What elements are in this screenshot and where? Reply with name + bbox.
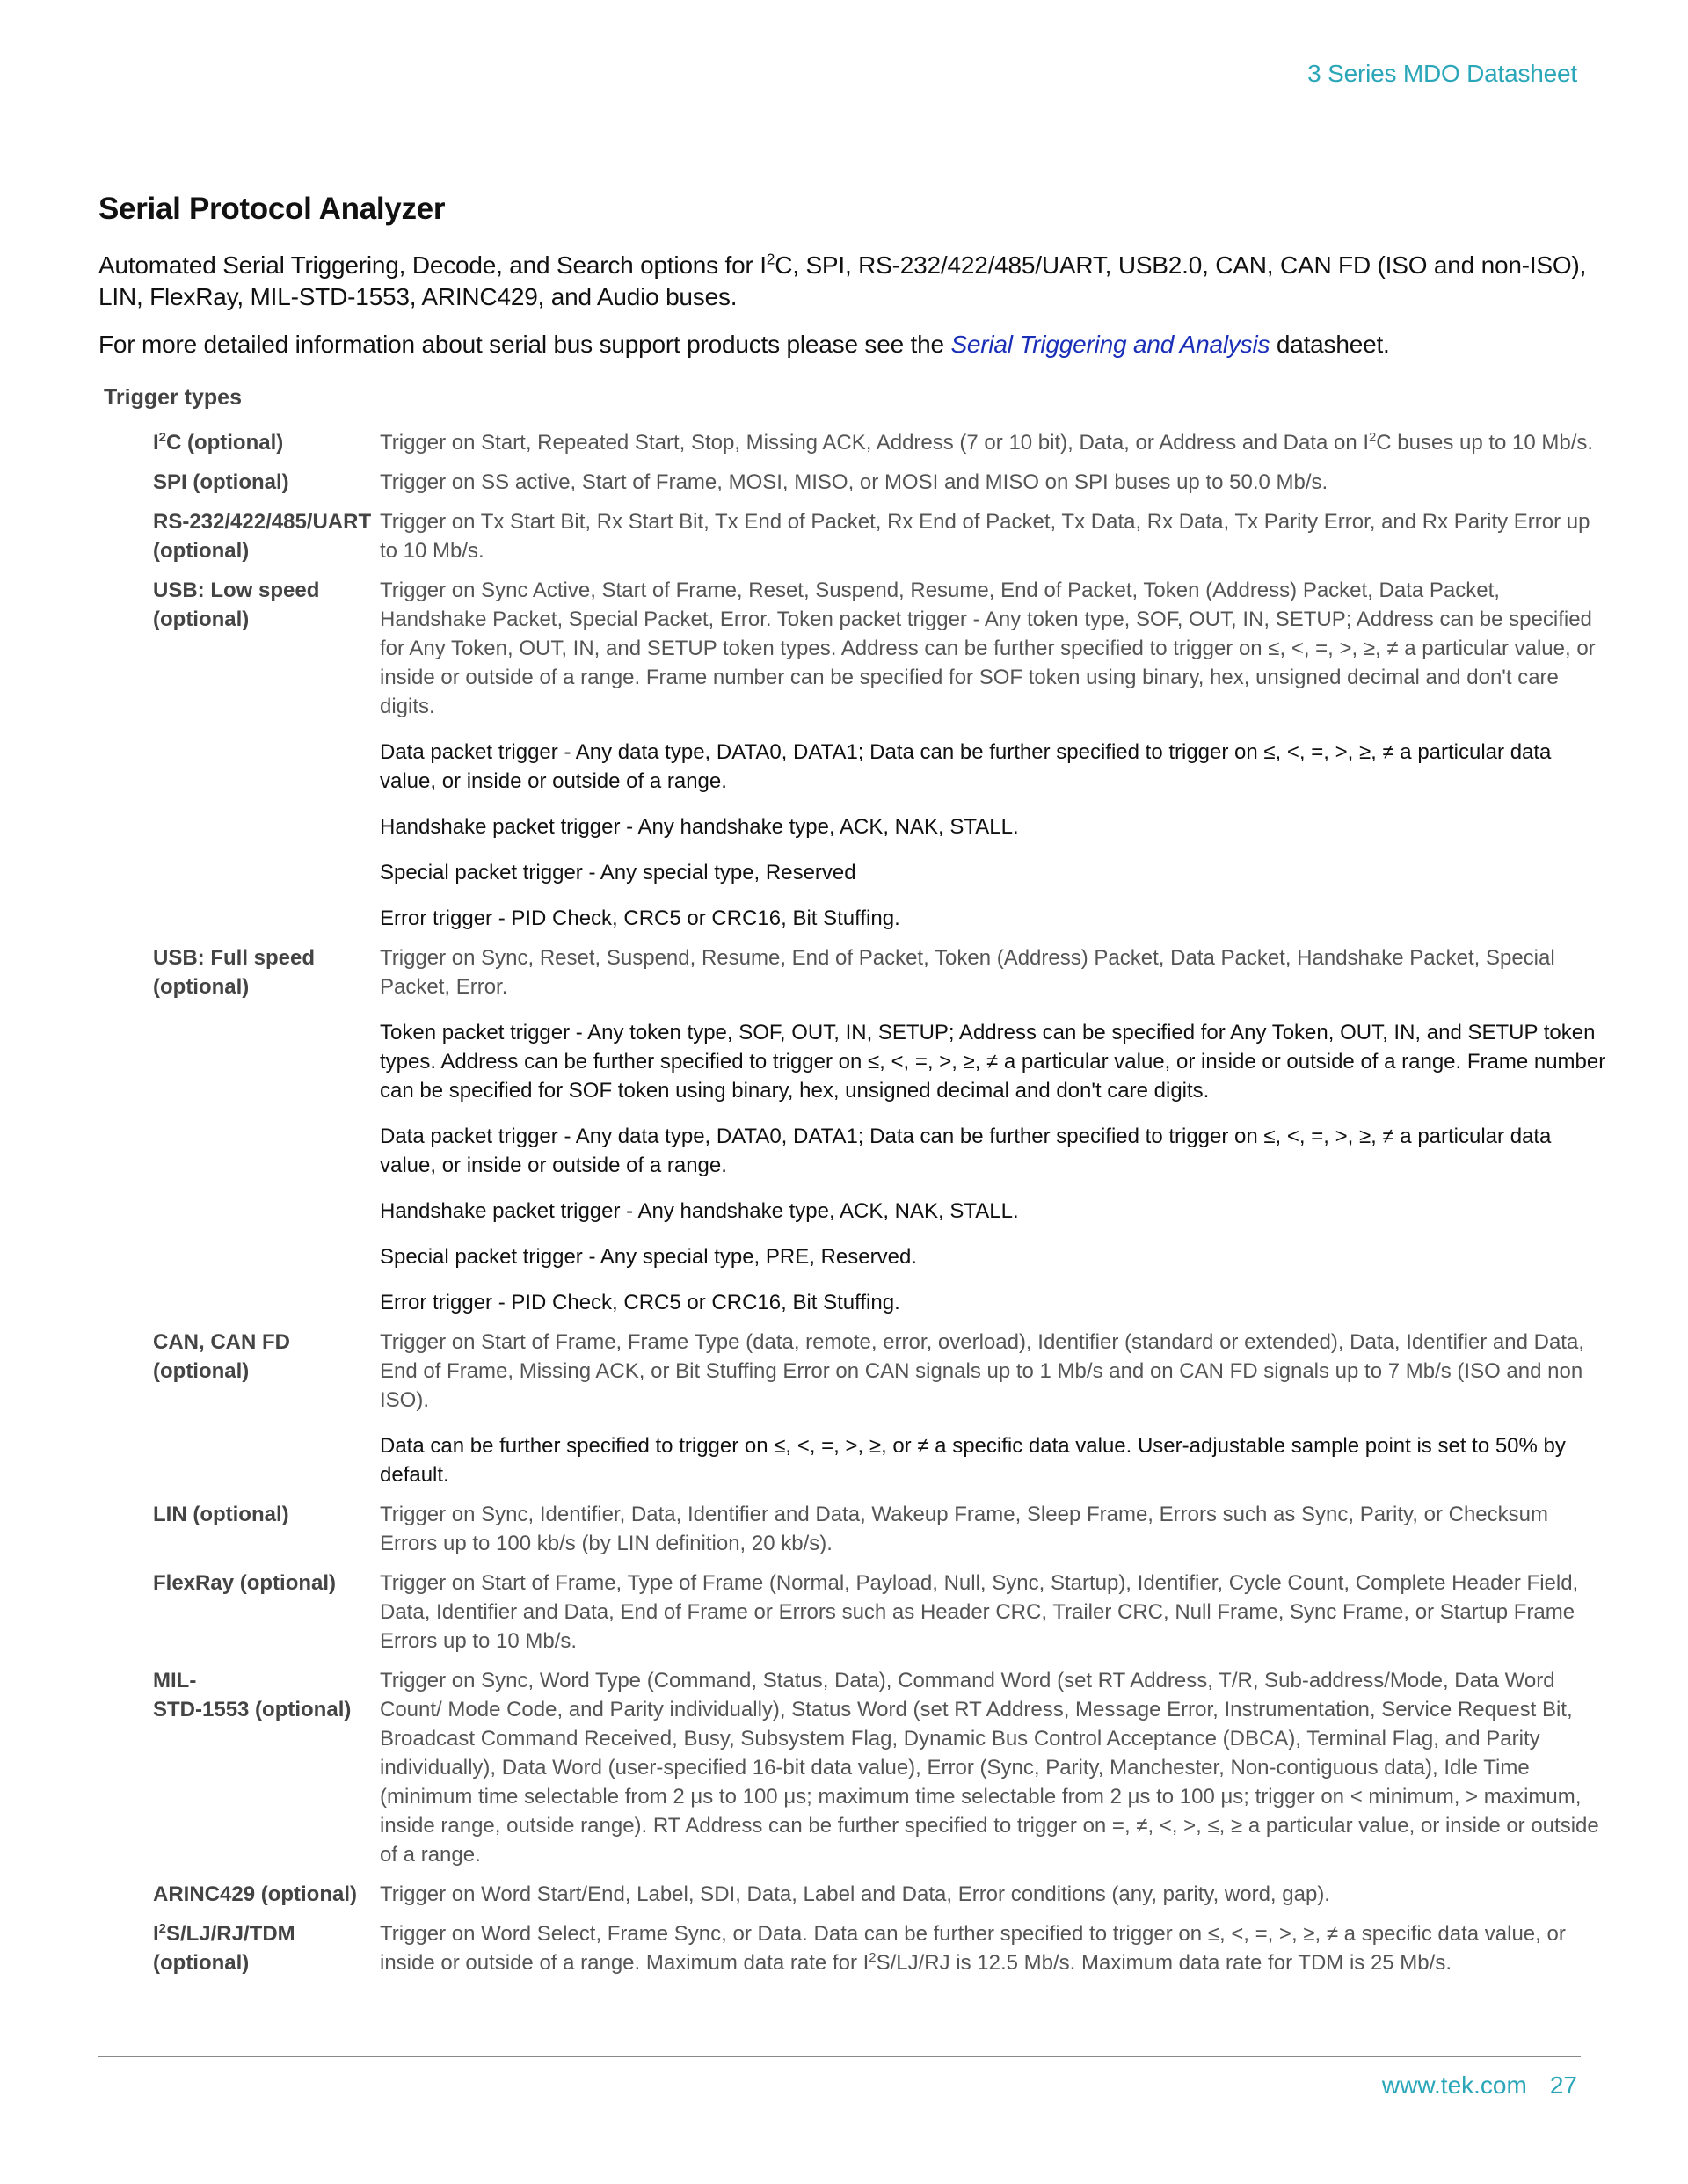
text-part: Trigger on Word Select, Frame Sync, or Data. Data can be further specified to trigger on ≤, <, =, >, ≥, ≠ a specific data value, or inside or outside of a range. Maximum data rate for I: [380, 1922, 1566, 1975]
description-paragraph: Error trigger - PID Check, CRC5 or CRC16, Bit Stuffing.: [380, 1291, 900, 1314]
trigger-row-i2s: [153, 1919, 1611, 1977]
description-paragraph: Trigger on SS active, Start of Frame, MOSI, MISO, or MOSI and MISO on SPI buses up to 50.0 Mb/s.: [380, 470, 1328, 494]
description-paragraph: Handshake packet trigger - Any handshake type, ACK, NAK, STALL.: [380, 1199, 1019, 1223]
description-paragraph: Handshake packet trigger - Any handshake type, ACK, NAK, STALL.: [380, 815, 1019, 839]
label-line: (optional): [153, 608, 250, 631]
trigger-types-heading: Trigger types: [104, 385, 242, 410]
trigger-description: [380, 428, 1611, 457]
trigger-label: [153, 576, 380, 634]
description-paragraph: Token packet trigger - Any token type, SOF, OUT, IN, SETUP; Address can be specified for Any Token, OUT, IN, and SETUP token types. Address can be further specified to trigger on ≤, <, =, >, ≥, ≠ a particular value, or inside or outside of a range. Frame number can be specified for SOF token using binary, hex, unsigned decimal and don't care digits.: [380, 1021, 1606, 1103]
label-line: STD-1553 (optional): [153, 1698, 352, 1722]
trigger-label: [153, 1666, 380, 1724]
description-paragraph: Error trigger - PID Check, CRC5 or CRC16, Bit Stuffing.: [380, 906, 900, 930]
trigger-row-can: [153, 1328, 1611, 1489]
trigger-row-arinc429: [153, 1880, 1611, 1909]
trigger-label: [153, 1919, 380, 1977]
intro-text-b: C, SPI, RS-232/422/485/UART, USB2.0, CAN, CAN FD (ISO and non-ISO), LIN, FlexRay, MIL-STD-1553, ARINC429, and Audio buses.: [98, 251, 1587, 310]
description-paragraph: Special packet trigger - Any special type, Reserved: [380, 861, 856, 885]
trigger-description: [380, 1569, 1611, 1656]
label-line: (optional): [153, 1951, 250, 1975]
page-footer: [1382, 2071, 1577, 2100]
description-paragraph: Trigger on Sync, Identifier, Data, Identifier and Data, Wakeup Frame, Sleep Frame, Errors such as Sync, Parity, or Checksum Errors up to 100 kb/s (by LIN definition, 20 kb/s).: [380, 1503, 1548, 1555]
trigger-label: LIN (optional): [153, 1503, 289, 1526]
description-paragraph: Special packet trigger - Any special type, PRE, Reserved.: [380, 1245, 917, 1269]
trigger-description: [380, 1880, 1611, 1909]
intro-text-a: Automated Serial Triggering, Decode, and Search options for I: [98, 251, 767, 279]
trigger-description: [380, 943, 1611, 1317]
trigger-label: [153, 507, 380, 565]
trigger-description: [380, 1919, 1611, 1977]
trigger-row-spi: [153, 468, 1611, 497]
label-line: CAN, CAN FD: [153, 1330, 290, 1354]
info-text-b: datasheet.: [1270, 331, 1390, 358]
label-superscript: 2: [158, 431, 166, 445]
description-paragraph: Trigger on Sync, Word Type (Command, Status, Data), Command Word (set RT Address, T/R, Sub-address/Mode, Data Word Count/ Mode Code, and Parity individually), Status Word (set RT Address, Message Error, Instrumentation, Service Request Bit, Broadcast Command Received, Busy, Subsystem Flag, Dynamic Bus Control Acceptance (DBCA), Terminal Flag, and Parity individually), Data Word (user-specified 16-bit data value), Error (Sync, Parity, Manchester, Non-contiguous data), Idle Time (minimum time selectable from 2 μs to 100 μs; maximum time selectable from 2 μs to 100 μs; trigger on < minimum, > maximum, inside range, outside range). RT Address can be further specified to trigger on =, ≠, <, >, ≤, ≥ a particular value, or inside or outside of a range.: [380, 1669, 1599, 1867]
text-superscript: 2: [869, 1951, 877, 1965]
intro-paragraph: [98, 250, 1611, 313]
serial-triggering-link[interactable]: Serial Triggering and Analysis: [950, 331, 1270, 358]
footer-url[interactable]: www.tek.com: [1381, 2071, 1527, 2099]
trigger-row-lin: [153, 1500, 1611, 1558]
trigger-label: [153, 1328, 380, 1386]
text-part: C buses up to 10 Mb/s.: [1376, 431, 1594, 455]
trigger-label: [153, 428, 380, 457]
trigger-description: [380, 1500, 1611, 1558]
trigger-label: [153, 943, 380, 1001]
description-paragraph: Trigger on Start of Frame, Frame Type (data, remote, error, overload), Identifier (standard or extended), Data, Identifier and Data, End of Frame, Missing ACK, or Bit Stuffing Error on CAN signals up to 1 Mb/s and on CAN FD signals up to 7 Mb/s (ISO and non ISO).: [380, 1330, 1584, 1412]
text-part: S/LJ/RJ is 12.5 Mb/s. Maximum data rate for TDM is 25 Mb/s.: [876, 1951, 1452, 1975]
trigger-description: [380, 507, 1611, 565]
trigger-row-rs232: [153, 507, 1611, 565]
trigger-row-usb-full: [153, 943, 1611, 1317]
label-part: I: [153, 1922, 159, 1946]
intro-superscript: 2: [766, 250, 775, 268]
label-line: (optional): [153, 975, 250, 999]
label-line: (optional): [153, 1359, 250, 1383]
trigger-description: [380, 468, 1611, 497]
description-paragraph: Trigger on Word Start/End, Label, SDI, Data, Label and Data, Error conditions (any, parity, word, gap).: [380, 1882, 1330, 1906]
main-content: [98, 192, 1611, 1988]
label-line: [153, 1919, 380, 1948]
header-title: 3 Series MDO Datasheet: [1307, 60, 1577, 87]
description-paragraph: Trigger on Start of Frame, Type of Frame (Normal, Payload, Null, Sync, Startup), Identifier, Cycle Count, Complete Header Field, Data, Identifier and Data, End of Frame or Errors such as Header CRC, Trailer CRC, Null Frame, Sync Frame, or Startup Frame Errors up to 10 Mb/s.: [380, 1571, 1579, 1653]
description-paragraph: Data packet trigger - Any data type, DATA0, DATA1; Data can be further specified to trigger on ≤, <, =, >, ≥, ≠ a particular data value, or inside or outside of a range.: [380, 1125, 1552, 1177]
text-part: Trigger on Start, Repeated Start, Stop, Missing ACK, Address (7 or 10 bit), Data, or Address and Data on I: [380, 431, 1370, 455]
description-paragraph: Data can be further specified to trigger on ≤, <, =, >, ≥, or ≠ a specific data value. User-adjustable sample point is set to 50% by default.: [380, 1434, 1566, 1487]
description-paragraph: Trigger on Sync Active, Start of Frame, Reset, Suspend, Resume, End of Packet, Token (Address) Packet, Data Packet, Handshake Packet, Special Packet, Error. Token packet trigger - Any token type, SOF, OUT, IN, SETUP; Address can be specified for Any Token, OUT, IN, and SETUP token types. Address can be further specified to trigger on ≤, <, =, >, ≥, ≠ a particular value, or inside or outside of a range. Frame number can be specified for SOF token using binary, hex, unsigned decimal and don't care digits.: [380, 579, 1596, 718]
label-line: RS-232/422/485/UART: [153, 510, 372, 534]
label-part: C (optional): [165, 431, 284, 455]
trigger-description: [380, 1666, 1611, 1869]
trigger-types-table: [153, 428, 1611, 1977]
trigger-label: SPI (optional): [153, 470, 289, 494]
description-paragraph: Trigger on Sync, Reset, Suspend, Resume, End of Packet, Token (Address) Packet, Data Packet, Handshake Packet, Special Packet, Error.: [380, 946, 1555, 999]
description-paragraph: [380, 428, 1611, 457]
trigger-description: [380, 576, 1611, 933]
label-line: MIL-: [153, 1669, 197, 1693]
trigger-description: [380, 1328, 1611, 1489]
label-part: S/LJ/RJ/TDM: [165, 1922, 295, 1946]
description-paragraph: [380, 1919, 1611, 1977]
footer-divider: [98, 2056, 1581, 2057]
label-part: I: [153, 431, 159, 455]
trigger-row-flexray: [153, 1569, 1611, 1656]
text-superscript: 2: [1369, 431, 1377, 445]
description-paragraph: Trigger on Tx Start Bit, Rx Start Bit, Tx End of Packet, Rx End of Packet, Tx Data, Rx Data, Tx Parity Error, and Rx Parity Error up to 10 Mb/s.: [380, 510, 1590, 563]
description-paragraph: Data packet trigger - Any data type, DATA0, DATA1; Data can be further specified to trigger on ≤, <, =, >, ≥, ≠ a particular data value, or inside or outside of a range.: [380, 740, 1552, 793]
label-line: (optional): [153, 539, 250, 563]
trigger-row-usb-low: [153, 576, 1611, 933]
trigger-row-i2c: [153, 428, 1611, 457]
info-paragraph: [98, 329, 1611, 360]
page-number: 27: [1549, 2071, 1577, 2099]
label-superscript: 2: [158, 1922, 166, 1936]
trigger-label: FlexRay (optional): [153, 1571, 337, 1595]
info-text-a: For more detailed information about serial bus support products please see the: [98, 331, 951, 358]
trigger-label: ARINC429 (optional): [153, 1882, 358, 1906]
label-line: USB: Low speed: [153, 579, 320, 602]
trigger-row-mil-std-1553: [153, 1666, 1611, 1869]
section-title: Serial Protocol Analyzer: [98, 192, 446, 226]
label-line: USB: Full speed: [153, 946, 316, 970]
